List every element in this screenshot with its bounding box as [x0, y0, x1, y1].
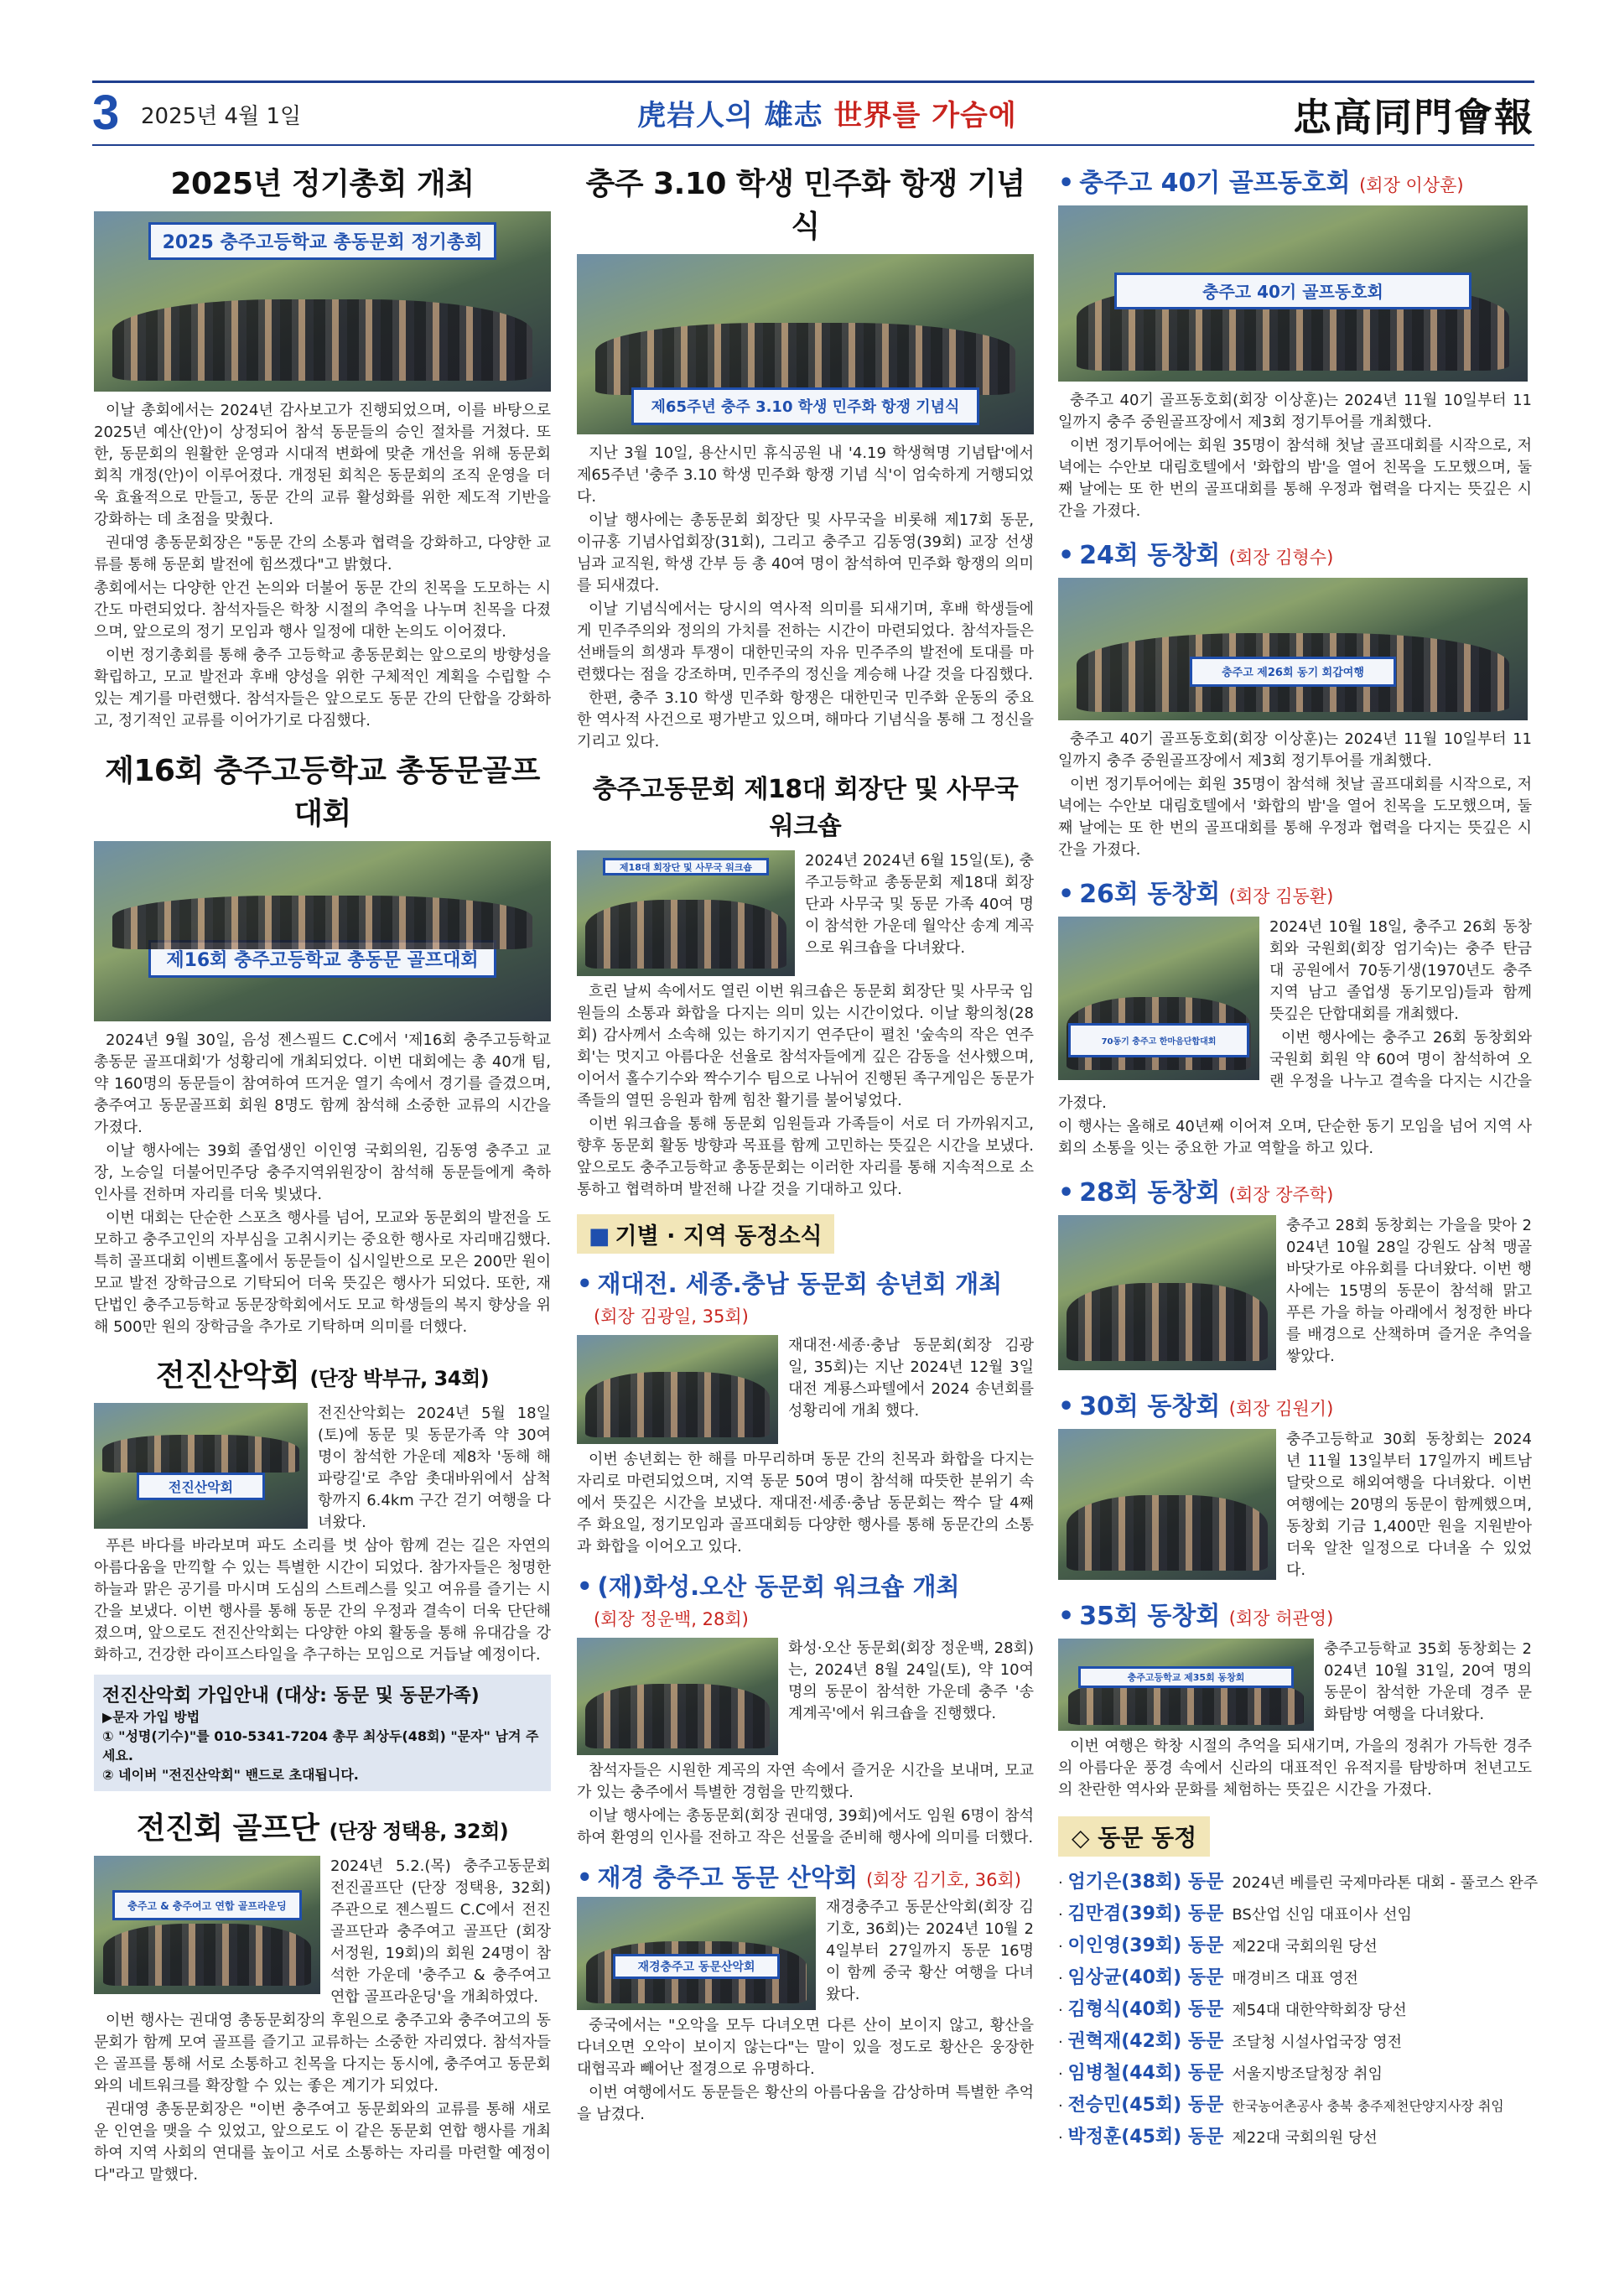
photo-banner: 재경충주고 동문산악회 — [613, 1954, 781, 1979]
bullet-icon: • — [577, 1572, 593, 1601]
paragraph: 이날 기념식에서는 당시의 역사적 의미를 되새기며, 후배 학생들에게 민주주의와 정의의 가치를 전하는 시간이 마련되었다. 참석자들은 선배들의 희생과 투쟁이 대한민국의 자유 민주주의 발전에 토대를 마련했다는 점을 강조하며, 민주주의 정신을 계승해 나갈 것을 다짐했다. — [577, 600, 1034, 683]
photo-banner: 2025 충주고등학교 총동문회 정기총회 — [148, 222, 496, 260]
article-head: (단장 정택용, 32회) — [329, 1820, 509, 1843]
paragraph: 재대전·세종·충남 동문회(회장 김광일, 35회)는 지난 2024년 12월 3일 대전 계룡스파텔에서 2024 송년회를 성황리에 개최 했다. — [788, 1337, 1034, 1420]
article-title: • 충주고 40기 골프동호회 (회장 이상훈) — [1058, 169, 1464, 198]
motto-red: 世界를 가슴에 — [833, 99, 1017, 132]
masthead: 忠高同門會報 — [1293, 95, 1534, 140]
list-item: · 이인영(39회) 동문 제22대 국회의원 당선 — [1058, 1935, 1378, 1956]
paragraph: 충주고등학교 30회 동창회는 2024년 11월 13일부터 17일까지 베트남 달랏으로 해외여행을 다녀왔다. 이번 여행에는 20명의 동문이 함께했으며, 동창회 기금 1,400만 원을 지원받아 더욱 알찬 일정으로 다녀올 수 있었다. — [1286, 1431, 1532, 1579]
paragraph: 권대영 총동문회장은 "동문 간의 소통과 협력을 강화하고, 다양한 교류를 통해 동문회 발전에 힘쓰겠다"고 밝혔다. — [94, 534, 551, 574]
list-item: · 김형식(40회) 동문 제54대 대한약학회장 당선 — [1058, 1999, 1407, 2020]
paragraph: 이번 워크숍을 통해 동문회 임원들과 가족들이 서로 더 가까워지고, 향후 동문회 활동 방향과 목표를 함께 고민하는 뜻깊은 시간을 보냈다. 앞으로도 충주고등학교 총동문회는 이러한 자리를 통해 지속적으로 소통하고 협력하며 발전해 나갈 것을 기대하고 있다. — [577, 1115, 1034, 1198]
motto — [637, 92, 1017, 133]
article-title: 충주 3.10 학생 민주화 항쟁 기념식 — [585, 167, 1025, 244]
paragraph: 이번 행사에는 충주고 26회 동창회와 국원회 회원 약 60여 명이 참석하여 오랜 우정을 나누고 결속을 다지는 시간을 가졌다. — [1058, 1029, 1532, 1112]
article-head: (단장 박부규, 34회) — [309, 1367, 490, 1390]
bullet-icon: • — [1058, 541, 1075, 570]
photo-banner: 충주고등학교 제35회 동창회 — [1078, 1666, 1293, 1688]
paragraph: 이 행사는 올해로 40년째 이어져 오며, 단순한 동기 모임을 넘어 지역 사회의 소통을 잇는 중요한 가교 역할을 하고 있다. — [1058, 1118, 1532, 1157]
article-head: (회장 김기호, 36회) — [866, 1870, 1021, 1890]
paragraph: 이번 송년회는 한 해를 마무리하며 동문 간의 친목과 화합을 다지는 자리로 마련되었으며, 지역 동문 50여 명이 참석해 따뜻한 분위기 속에서 뜻깊은 시간을 보냈다. 재대전·세종·충남 동문회는 짝수 달 4째 주 화요일, 정기모임과 골프대회등 다양한 행사를 통해 동문간의 소통과 화합을 이어오고 있다. — [577, 1451, 1034, 1556]
article-head: (회장 김형수) — [1228, 548, 1334, 568]
paragraph: 2024년 10월 18일, 충주고 26회 동창회와 국원회(회장 엄기숙)는 충주 탄금대 공원에서 70동기생(1970년도 충주 지역 남고 졸업생 동기모임)들과 함께 뜻깊은 단합대회를 개최했다. — [1269, 918, 1532, 1023]
header-rule-top — [92, 81, 1534, 83]
column-1 — [94, 155, 551, 2188]
article-title: • 26회 동창회 (회장 김동환) — [1058, 880, 1334, 909]
photo-banner: 충주고 & 충주여고 연합 골프라운딩 — [112, 1890, 303, 1920]
list-item: · 임병철(44회) 동문 서울지방조달청장 취임 — [1058, 2063, 1383, 2084]
square-icon: ■ — [589, 1223, 610, 1249]
photo-banner: 제16회 충주고등학교 총동문 골프대회 — [148, 940, 496, 978]
paragraph: 참석자들은 시원한 계곡의 자연 속에서 즐거운 시간을 보내며, 모교가 있는 충주에서 특별한 경험을 만끽했다. — [577, 1762, 1034, 1801]
photo-banner: 70동기 충주고 한마음단합대회 — [1068, 1023, 1249, 1057]
photo-26th-reunion — [1058, 917, 1259, 1080]
paragraph: 총회에서는 다양한 안건 논의와 더불어 동문 간의 친목을 도모하는 시간도 마련되었다. 참석자들은 학창 시절의 추억을 나누며 친목을 다졌으며, 앞으로의 정기 모임과 행사 일정에 대한 논의도 이어졌다. — [94, 579, 551, 641]
paragraph: 이날 행사에는 39회 졸업생인 이인영 국회의원, 김동영 충주고 교장, 노승일 더불어민주당 충주지역위원장이 참석해 동문들에게 축하 인사를 전하며 자리를 더욱 빛냈다. — [94, 1142, 551, 1203]
paragraph: 이번 정기투어에는 회원 35명이 참석해 첫날 골프대회를 시작으로, 저녁에는 수안보 대림호텔에서 '화합의 밤'을 열어 친목을 도모했으며, 둘째 날에는 또 한 번의 골프대회를 통해 우정과 협력을 다지는 뜻깊은 시간을 가졌다. — [1058, 776, 1532, 859]
article-title: 전진산악회 (단장 박부규, 34회) — [155, 1358, 490, 1393]
photo-golf-tournament — [94, 841, 551, 1021]
list-item: · 김만겸(39회) 동문 BS산업 신임 대표이사 선임 — [1058, 1904, 1412, 1925]
paragraph: 이번 여행은 학창 시절의 추억을 되새기며, 가을의 정취가 가득한 경주의 아름다운 풍경 속에서 신라의 대표적인 유적지를 탐방하며 천년고도의 찬란한 역사와 문화를 체험하는 뜻깊은 시간을 가졌다. — [1058, 1738, 1532, 1799]
article-title: 제16회 충주고등학교 총동문골프대회 — [105, 754, 540, 831]
article-title: • 24회 동창회 (회장 김형수) — [1058, 541, 1334, 570]
paragraph: 2024년 9월 30일, 음성 젠스필드 C.C에서 '제16회 충주고등학교 총동문 골프대회'가 성황리에 개최되었다. 이번 대회에는 총 40개 팀, 약 160명의 동문들이 참여하여 뜨거운 열기 속에서 경기를 즐겼으며, 충주여고 동문골프회 회원 8명도 함께 참석해 소중한 교류의 시간을 가졌다. — [94, 1031, 551, 1136]
paragraph: 전진산악회는 2024년 5월 18일(토)에 동문 및 동문가족 약 30여 명이 참석한 가운데 제8차 '동해 해파랑길'로 추암 촛대바위에서 삼척항까지 6.4km 구간 걷기 여행을 다녀왔다. — [318, 1405, 551, 1531]
paragraph: 화성·오산 동문회(회장 정운백, 28회)는, 2024년 8월 24일(토), 약 10여 명의 동문이 참석한 가운데 충주 '송계계곡'에서 워크숍을 진행했다. — [788, 1639, 1034, 1722]
photo-golf-club — [94, 1856, 320, 1994]
article-head: (회장 장주학) — [1228, 1185, 1334, 1205]
photo-memorial-ceremony — [577, 254, 1034, 434]
article-title: 충주고동문회 제18대 회장단 및 사무국 워크숍 — [592, 775, 1019, 841]
section-tag: ■ 기별 · 지역 동정소식 — [577, 1214, 834, 1254]
paragraph: 지난 3월 10일, 용산시민 휴식공원 내 '4.19 학생혁명 기념탑'에서 제65주년 '충주 3.10 학생 민주화 항쟁 기념 식'이 엄숙하게 거행되었다. — [577, 444, 1034, 506]
list-item: · 박정훈(45회) 동문 제22대 국회의원 당선 — [1058, 2127, 1378, 2148]
photo-30th-reunion — [1058, 1429, 1276, 1580]
paragraph: 이번 여행에서도 동문들은 황산의 아름다움을 감상하며 특별한 추억을 남겼다. — [577, 2084, 1034, 2123]
paragraph: 충주고등학교 35회 동창회는 2024년 10월 31일, 20여 명의 동문이 참석한 가운데 경주 문화탐방 여행을 다녀왔다. — [1324, 1640, 1532, 1723]
header-rule-bottom — [92, 144, 1534, 146]
article-title: • 재대전. 세종.충남 동문회 송년회 개최 — [577, 1270, 1003, 1298]
list-item: · 권혁재(42회) 동문 조달청 시설사업국장 영전 — [1058, 2031, 1403, 2052]
photo-golf-40th — [1058, 205, 1528, 382]
column-2 — [577, 155, 1034, 2127]
paragraph: 푸른 바다를 바라보며 파도 소리를 벗 삼아 함께 걷는 길은 자연의 아름다움을 만끽할 수 있는 특별한 시간이 되었다. 참가자들은 청명한 하늘과 맑은 공기를 마시며 도심의 스트레스를 잊고 여유를 즐기는 시간을 보냈다. 이번 행사를 통해 동문 간의 우정과 결속이 더욱 단단해졌으며, 앞으로도 전진산악회는 다양한 야외 활동을 통해 유대감을 강화하고, 건강한 라이프스타일을 추구하는 모임으로 거듭날 예정이다. — [94, 1537, 551, 1664]
page-header — [92, 84, 1534, 143]
paragraph: 충주고 40기 골프동호회(회장 이상훈)는 2024년 11월 10일부터 11일까지 충주 중원골프장에서 제3회 정기투어를 개최했다. — [1058, 392, 1532, 431]
article-head: (회장 김광일, 35회) — [594, 1306, 749, 1327]
paragraph: 2024년 2024년 6월 15일(토), 충주고등학교 총동문회 제18대 회장단과 사무국 및 동문 가족 40여 명이 참석한 가운데 월악산 송계 계곡으로 워크숍을 다녀왔다. — [805, 852, 1034, 957]
photo-banner: 제18대 회장단 및 사무국 워크숍 — [603, 858, 769, 875]
article-title: • 28회 동창회 (회장 장주학) — [1058, 1178, 1334, 1208]
photo-general-meeting — [94, 211, 551, 392]
paragraph: 충주고 28회 동창회는 가을을 맞아 2024년 10월 28일 강원도 삼척 맹골 바닷가로 야유회를 다녀왔다. 이번 행사에는 15명의 동문이 참석해 맑고 푸른 가을 하늘 아래에서 청정한 바다를 배경으로 산책하며 즐거운 추억을 쌓았다. — [1286, 1217, 1532, 1365]
article-head: (회장 김동환) — [1228, 886, 1334, 906]
bullet-icon: • — [577, 1863, 593, 1892]
list-item: · 전승민(45회) 동문 한국농어촌공사 충북 충주제천단양지사장 취임 — [1058, 2095, 1504, 2116]
paragraph: 흐린 날씨 속에서도 열린 이번 워크숍은 동문회 회장단 및 사무국 임원들의 소통과 화합을 다지는 의미 있는 시간이었다. 이날 황의청(28회) 감사께서 소속해 있는 하기지기 연주단이 펼친 '숲속의 작은 연주회'는 멋지고 아름다운 선율로 참석자들에게 깊은 감동을 선사했으며, 이어서 홀수기수와 짝수기수 팀으로 나뉘어 진행된 족구게임은 동문가족들의 열띤 응원과 함께 힘찬 활기를 불어넣었다. — [577, 983, 1034, 1109]
info-line: ② 네이버 "전진산악회" 밴드로 초대됩니다. — [102, 1767, 359, 1783]
photo-banner: 충주고 제26회 동기 회갑여행 — [1190, 657, 1396, 688]
article-title: • (재)화성.오산 동문회 워크숍 개최 — [577, 1572, 960, 1601]
bullet-icon: • — [1058, 1178, 1075, 1208]
issue-date: 2025년 4월 1일 — [141, 104, 302, 129]
paragraph: 한편, 충주 3.10 학생 민주화 항쟁은 대한민국 민주화 운동의 중요한 역사적 사건으로 평가받고 있으며, 해마다 기념식을 통해 그 정신을 기리고 있다. — [577, 689, 1034, 751]
column-3 — [1058, 155, 1539, 2153]
bullet-icon: • — [577, 1270, 593, 1298]
paragraph: 재경충주고 동문산악회(회장 김기호, 36회)는 2024년 10월 24일부터 27일까지 동문 16명이 함께 중국 황산 여행을 다녀왔다. — [826, 1899, 1034, 2003]
paragraph: 이번 대회는 단순한 스포츠 행사를 넘어, 모교와 동문회의 발전을 도모하고 충주고인의 자부심을 고취시키는 중요한 행사로 자리매김했다. 특히 골프대회 이벤트홀에서 동문들이 십시일반으로 모은 200만 원이 모교 발전 장학금으로 기탁되어 더욱 뜻깊은 행사가 되었다. 또한, 재단법인 충주고등학교 동문장학회에서도 모교 학생들의 복지 향상을 위해 500만 원의 장학금을 추가로 기탁하며 의미를 더했다. — [94, 1209, 551, 1336]
photo-workshop-hwaseong — [577, 1638, 778, 1755]
bullet-icon: • — [1058, 880, 1075, 909]
paragraph: 이날 행사에는 총동문회 회장단 및 사무국을 비롯해 제17회 동문, 이규홍 기념사업회장(31회), 그리고 충주고 김동영(39회) 교장 선생님과 교직원, 학생 간부 등 총 40여 명이 참석하여 민주화 항쟁의 의미를 되새겼다. — [577, 512, 1034, 595]
article-title: • 재경 충주고 동문 산악회 (회장 김기호, 36회) — [577, 1863, 1021, 1892]
photo-28th-reunion — [1058, 1215, 1276, 1370]
article-head: (회장 허관영) — [1228, 1608, 1334, 1628]
article-head: (회장 김원기) — [1228, 1399, 1334, 1419]
article-title: 2025년 정기총회 개최 — [170, 167, 475, 201]
paragraph: 이날 행사에는 총동문회(회장 권대영, 39회)에서도 임원 6명이 참석하여 환영의 인사를 전하고 작은 선물을 준비해 행사에 의미를 더했다. — [577, 1807, 1034, 1847]
article-title: • 30회 동창회 (회장 김원기) — [1058, 1392, 1334, 1421]
alumni-news-tag: ◇ 동문 동정 — [1058, 1816, 1210, 1857]
paragraph: 이번 정기총회를 통해 충주 고등학교 총동문회는 앞으로의 방향성을 확립하고, 모교 발전과 후배 양성을 위한 구체적인 계획을 수립할 수 있는 계기를 마련했다. 참석자들은 앞으로도 동문 간의 단합을 강화하고, 정기적인 교류를 이어가기로 다짐했다. — [94, 647, 551, 730]
article-title: • 35회 동창회 (회장 허관영) — [1058, 1602, 1334, 1631]
paragraph: 중국에서는 "오악을 모두 다녀오면 다른 산이 보이지 않고, 황산을 다녀오면 오악이 보이지 않는다"는 말이 있을 정도로 황산은 웅장한 대협곡과 빼어난 절경으로 유명하다. — [577, 2017, 1034, 2078]
photo-banner: 충주고 40기 골프동호회 — [1114, 273, 1471, 309]
paragraph: 이날 총회에서는 2024년 감사보고가 진행되었으며, 이를 바탕으로 2025년 예산(안)이 상정되어 참석 동문들의 승인 절차를 거쳤다. 또한, 동문회의 원활한 운영과 시대적 변화에 맞춘 개선을 위해 동문회 회칙 개정(안)이 이루어졌다. 개정된 회칙은 동문회의 조직 운영을 더욱 효율적으로 만들고, 동문 간의 교류 활성화를 위한 제도적 기반을 강화하는 데 초점을 맞췄다. — [94, 402, 551, 528]
page-number: 3 — [92, 86, 120, 140]
alumni-news-list — [1058, 1867, 1539, 2153]
motto-blue: 虎岩人의 雄志 — [637, 99, 823, 132]
article-title: 전진회 골프단 (단장 정택용, 32회) — [136, 1811, 509, 1846]
bullet-icon: • — [1058, 169, 1075, 198]
article-head: (회장 정운백, 28회) — [594, 1609, 749, 1629]
paragraph: 이번 정기투어에는 회원 35명이 참석해 첫날 골프대회를 시작으로, 저녁에는 수안보 대림호텔에서 '화합의 밤'을 열어 친목을 도모했으며, 둘째 날에는 또 한 번의 골프대회를 통해 우정과 협력을 다지는 뜻깊은 시간을 가졌다. — [1058, 437, 1532, 520]
info-line: ▶문자 가입 방법 — [102, 1709, 200, 1725]
info-line: ① "성명(기수)"를 010-5341-7204 총무 최상두(48회) "문자" 남겨 주세요. — [102, 1728, 539, 1764]
paragraph: 2024년 5.2.(목) 충주고동문회 전진골프단 (단장 정택용, 32회) 주관으로 젠스필드 C.C에서 전진골프단과 충주여고 골프단 (회장 서정원, 19회)의 회원 24명이 참석한 가운데 '충주고 & 충주여고 연합 골프라운딩'을 개최하였다. — [330, 1857, 551, 2006]
photo-banner: 제65주년 충주 3.10 학생 민주화 항쟁 기념식 — [631, 387, 978, 425]
photo-workshop — [577, 850, 795, 976]
bullet-icon: • — [1058, 1392, 1075, 1421]
article-head: (회장 이상훈) — [1359, 175, 1464, 195]
photo-hiking-huangshan — [577, 1897, 816, 2010]
photo-hiking-club — [94, 1403, 308, 1529]
paragraph: 이번 행사는 권대영 총동문회장의 후원으로 충주고와 충주여고의 동문회가 함께 모여 골프를 즐기고 교류하는 소중한 자리였다. 참석자들은 골프를 통해 서로 소통하고 친목을 다지는 동시에, 충주여고 동문회와의 네트워크를 확장할 수 있는 좋은 계기가 되었다. — [94, 2012, 551, 2095]
membership-info-box — [94, 1675, 551, 1791]
bullet-icon: • — [1058, 1602, 1075, 1631]
photo-year-end-party — [577, 1335, 778, 1444]
info-title: 전진산악회 가입안내 (대상: 동문 및 동문가족) — [102, 1686, 480, 1706]
photo-35th-reunion — [1058, 1639, 1314, 1731]
list-item: · 임상균(40회) 동문 매경비즈 대표 영전 — [1058, 1967, 1358, 1988]
paragraph: 권대영 총동문회장은 "이번 충주여고 동문회와의 교류를 통해 새로운 인연을 맺을 수 있었고, 앞으로도 이 같은 동문회 연합 행사를 개최하여 지역 사회의 연대를 높이고 서로 소통하는 자리를 마련할 예정이다"라고 말했다. — [94, 2101, 551, 2184]
photo-24th-reunion — [1058, 578, 1528, 720]
paragraph: 충주고 40기 골프동호회(회장 이상훈)는 2024년 11월 10일부터 11일까지 충주 중원골프장에서 제3회 정기투어를 개최했다. — [1058, 730, 1532, 770]
photo-banner: 전진산악회 — [137, 1473, 265, 1500]
list-item: · 엄기은(38회) 동문 2024년 베를린 국제마라톤 대회 - 풀코스 완주 — [1058, 1872, 1539, 1893]
